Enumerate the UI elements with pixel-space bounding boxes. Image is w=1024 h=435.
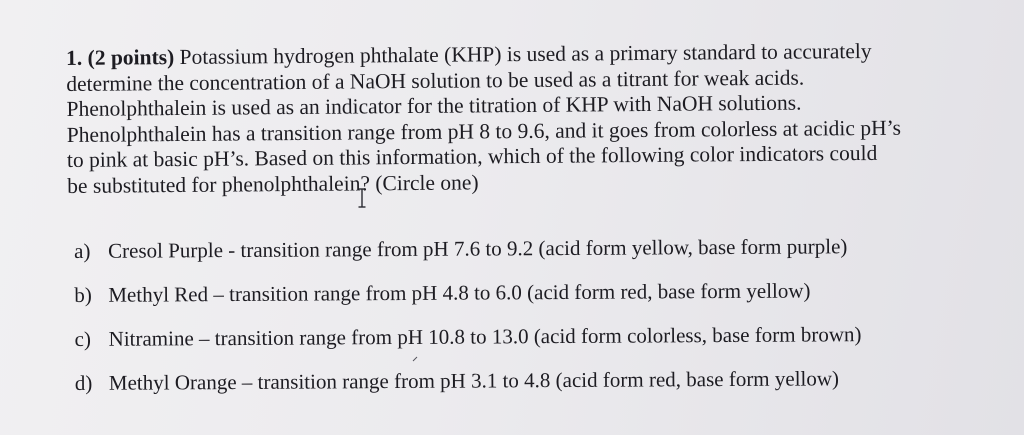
question-number: 1. <box>66 45 83 70</box>
option-letter: b) <box>74 282 92 307</box>
question-line: to pink at basic pH’s. Based on this information, which of the following color indicators could <box>66 141 878 173</box>
question-text: Potassium hydrogen phthalate (KHP) is used as a primary standard to accurately <box>179 38 872 70</box>
question-block <box>66 38 997 200</box>
question-line: be substituted for phenolphthalein? (Circle one) <box>67 170 479 198</box>
option-text: Nitramine – transition range from pH 10.8 to 13.0 (acid form colorless, base form brown) <box>108 322 862 351</box>
pencil-mark-icon <box>412 356 418 362</box>
option-letter: c) <box>74 326 92 351</box>
option-a[interactable] <box>74 233 974 282</box>
question-line: Phenolphthalein has a transition range from pH 8 to 9.6, and it goes from colorless at acidic pH’s <box>66 115 901 147</box>
option-text: Methyl Red – transition range from pH 4.8 to 6.0 (acid form red, base form yellow) <box>108 278 811 307</box>
question-points: (2 points) <box>87 45 175 70</box>
option-letter: d) <box>74 370 93 395</box>
text-cursor-icon <box>357 187 367 209</box>
question-line: determine the concentration of a NaOH solution to be used as a titrant for weak acids. <box>66 65 805 96</box>
option-letter: a) <box>74 238 91 263</box>
option-d[interactable] <box>75 364 975 413</box>
option-text: Methyl Orange – transition range from pH 3.1 to 4.8 (acid form red, base form yellow) <box>108 366 840 395</box>
option-text: Cresol Purple - transition range from pH 7.6 to 9.2 (acid form yellow, base form purple) <box>108 234 848 263</box>
option-b[interactable] <box>74 277 974 326</box>
answer-options <box>74 233 975 414</box>
question-line: Phenolphthalein is used as an indicator for the titration of KHP with NaOH solutions. <box>66 90 802 122</box>
option-c[interactable] <box>75 321 975 370</box>
